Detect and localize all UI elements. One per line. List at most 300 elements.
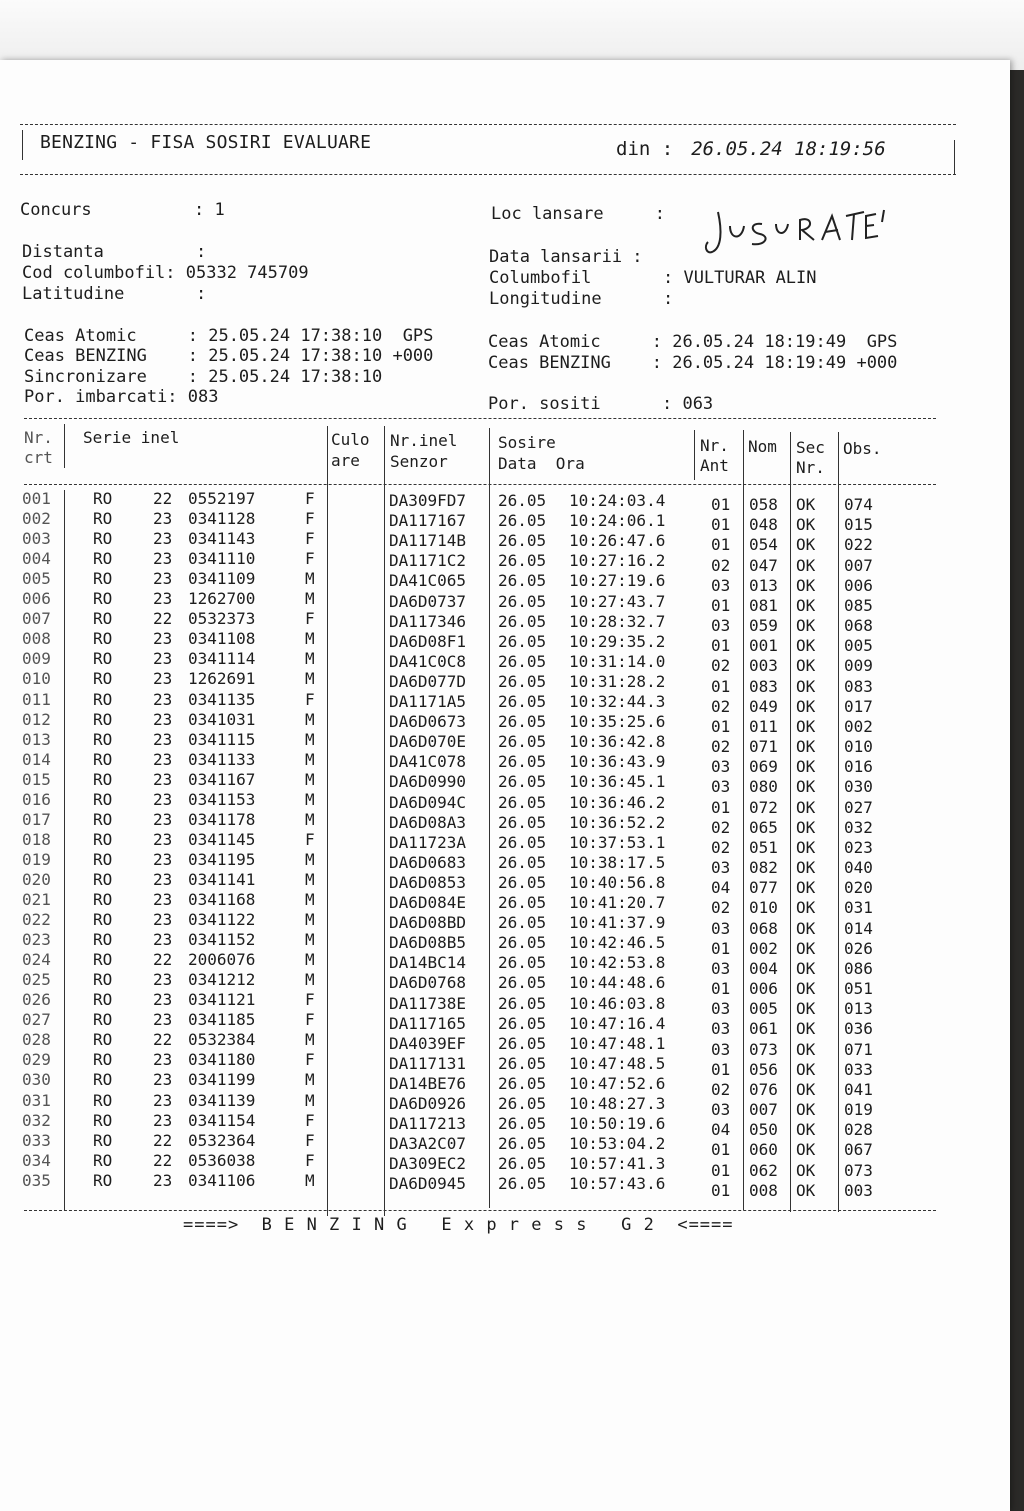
row-sex: M: [305, 809, 315, 829]
col-data-ora: Data Ora: [498, 454, 585, 473]
row-country: RO: [93, 890, 113, 909]
row-time: 10:47:48.5: [569, 1053, 666, 1073]
row-obs: 010: [844, 737, 873, 757]
row-ring: 0341154: [188, 1110, 256, 1130]
row-sensor: DA14BC14: [389, 953, 467, 973]
row-ant: 03: [711, 1019, 731, 1039]
row-nom: 059: [749, 616, 778, 636]
row-country: RO: [93, 549, 113, 569]
row-obs: 006: [844, 575, 873, 595]
table-row: [0, 509, 1000, 535]
table-row: [0, 789, 1000, 817]
row-year: 22: [153, 1150, 173, 1170]
row-nr: 022: [22, 910, 51, 930]
row-obs: 019: [844, 1100, 873, 1120]
row-nom: 061: [749, 1019, 778, 1039]
row-year: 23: [153, 549, 173, 569]
row-obs: 003: [844, 1180, 873, 1200]
table-row: [0, 829, 1000, 857]
row-ring: 0532364: [188, 1130, 256, 1150]
row-time: 10:53:04.2: [569, 1134, 666, 1154]
row-year: 23: [153, 990, 173, 1010]
row-sensor: DA117213: [389, 1114, 467, 1134]
row-sensor: DA6D08B5: [389, 933, 467, 953]
row-nr: 031: [22, 1090, 51, 1110]
row-obs: 017: [844, 696, 873, 716]
row-sensor: DA6D077D: [389, 671, 467, 691]
table-row: [0, 890, 1000, 918]
row-time: 10:28:32.7: [569, 611, 666, 631]
row-nom: 013: [749, 575, 778, 595]
row-year: 23: [153, 769, 173, 789]
row-year: 22: [153, 489, 173, 508]
row-nom: 054: [749, 535, 778, 555]
info-ceas-atomic-start: Ceas Atomic : 25.05.24 17:38:10 GPS: [24, 326, 434, 346]
row-sec: OK: [796, 817, 816, 837]
row-sensor: DA6D0945: [389, 1174, 467, 1194]
row-ant: 02: [711, 1079, 731, 1099]
row-sex: F: [305, 609, 315, 629]
row-country: RO: [93, 1130, 113, 1150]
row-time: 10:42:53.8: [569, 953, 666, 973]
row-time: 10:38:17.5: [569, 852, 666, 872]
row-ring: 0341106: [188, 1170, 256, 1190]
table-row: [0, 609, 1000, 636]
row-sex: M: [305, 1090, 315, 1110]
row-time: 10:36:43.9: [569, 752, 666, 772]
row-year: 23: [153, 869, 173, 889]
row-year: 23: [153, 809, 173, 829]
row-sec: OK: [796, 696, 816, 716]
row-date: 26.05: [498, 631, 547, 651]
header-right-border: [954, 140, 955, 174]
row-country: RO: [93, 689, 113, 709]
row-country: RO: [93, 849, 113, 869]
row-nr: 002: [22, 509, 51, 529]
row-sensor: DA6D084E: [389, 893, 467, 912]
row-year: 23: [153, 1110, 173, 1130]
table-row: [0, 589, 1000, 615]
row-ant: 03: [711, 958, 731, 978]
row-obs: 085: [844, 595, 873, 615]
col-nr-inel: Nr.inel: [390, 431, 458, 450]
row-sex: F: [305, 1050, 315, 1070]
row-country: RO: [93, 509, 113, 529]
row-year: 23: [153, 1010, 173, 1030]
row-sex: M: [305, 1170, 315, 1190]
row-ant: 01: [711, 1160, 731, 1180]
row-ant: 02: [711, 737, 731, 757]
row-sex: M: [305, 709, 315, 729]
row-time: 10:32:44.3: [569, 692, 666, 711]
row-sec: OK: [796, 777, 816, 797]
row-sex: M: [305, 869, 315, 889]
row-obs: 016: [844, 757, 873, 777]
row-ring: 0341167: [188, 769, 256, 789]
date-label: din :: [616, 138, 674, 160]
table-row: [0, 549, 1000, 575]
info-latitudine: Latitudine :: [22, 284, 207, 304]
row-date: 26.05: [498, 571, 547, 591]
row-year: 23: [153, 930, 173, 950]
row-date: 26.05: [498, 1073, 547, 1093]
row-ant: 03: [711, 999, 731, 1019]
row-sensor: DA11714B: [389, 531, 467, 551]
col-senzor: Senzor: [390, 452, 448, 471]
row-nr: 020: [22, 869, 51, 889]
row-time: 10:47:48.1: [569, 1033, 666, 1053]
row-date: 26.05: [498, 1013, 547, 1033]
row-sensor: DA6D08F1: [389, 631, 467, 651]
row-year: 23: [153, 849, 173, 869]
row-country: RO: [93, 829, 113, 849]
row-sec: OK: [796, 676, 816, 696]
row-year: 23: [153, 529, 173, 549]
row-time: 10:40:56.8: [569, 872, 666, 892]
row-sec: OK: [796, 1039, 816, 1059]
row-sensor: DA309FD7: [389, 491, 467, 510]
row-nr: 029: [22, 1050, 51, 1070]
row-date: 26.05: [498, 1094, 547, 1113]
info-por-imbarcati: Por. imbarcati: 083: [24, 387, 219, 407]
row-obs: 007: [844, 555, 873, 575]
table-row: [0, 569, 1000, 595]
row-time: 10:24:06.1: [569, 511, 666, 531]
row-ant: 04: [711, 1120, 731, 1140]
row-sensor: DA6D0768: [389, 973, 467, 993]
table-row: [0, 1030, 1000, 1059]
row-country: RO: [93, 649, 113, 669]
row-obs: 002: [844, 716, 873, 736]
row-sensor: DA41C065: [389, 571, 467, 591]
info-columbofil: Columbofil : VULTURAR ALIN: [489, 268, 817, 288]
row-nr: 016: [22, 789, 51, 809]
row-obs: 036: [844, 1019, 873, 1039]
row-ring: 0536038: [188, 1150, 256, 1170]
row-ring: 0341139: [188, 1090, 256, 1110]
row-sex: F: [305, 529, 315, 549]
row-obs: 015: [844, 515, 873, 535]
date-value: 26.05.24 18:19:56: [691, 138, 886, 160]
table-row: [0, 669, 1000, 696]
row-year: 22: [153, 609, 173, 629]
table-row: [0, 489, 1000, 514]
row-time: 10:35:25.6: [569, 712, 666, 732]
row-ring: 0341143: [188, 529, 256, 549]
row-ring: 0532384: [188, 1030, 256, 1050]
info-longitudine: Longitudine :: [489, 289, 674, 309]
row-sex: M: [305, 629, 315, 649]
row-nr: 010: [22, 669, 51, 689]
row-country: RO: [93, 569, 113, 589]
col-obs: Obs.: [843, 439, 882, 458]
row-ring: 0341195: [188, 849, 256, 869]
row-country: RO: [93, 709, 113, 729]
row-time: 10:26:47.6: [569, 531, 666, 551]
row-sec: OK: [796, 878, 816, 898]
row-nom: 051: [749, 837, 778, 857]
row-nom: 047: [749, 555, 778, 575]
row-sensor: DA6D0853: [389, 872, 467, 892]
col-divider-sosire: [694, 430, 695, 480]
col-nr: Nr.: [24, 428, 53, 447]
row-nom: 006: [749, 979, 778, 999]
info-loc-lansare: Loc lansare :: [491, 204, 665, 224]
row-sensor: DA117165: [389, 1013, 467, 1033]
row-ring: 0341135: [188, 689, 256, 709]
col-serie-inel: Serie inel: [83, 428, 180, 447]
row-date: 26.05: [498, 1053, 547, 1073]
row-nom: 058: [749, 495, 778, 514]
row-time: 10:50:19.6: [569, 1114, 666, 1134]
row-country: RO: [93, 950, 113, 970]
row-obs: 014: [844, 918, 873, 938]
row-obs: 031: [844, 898, 873, 918]
row-time: 10:37:53.1: [569, 832, 666, 852]
row-sensor: DA11723A: [389, 832, 467, 852]
row-country: RO: [93, 1150, 113, 1170]
row-time: 10:36:52.2: [569, 812, 666, 832]
row-obs: 026: [844, 938, 873, 958]
row-time: 10:44:48.6: [569, 973, 666, 993]
row-sensor: DA6D0673: [389, 712, 467, 732]
row-sec: OK: [796, 1120, 816, 1140]
row-nr: 028: [22, 1030, 51, 1050]
row-sec: OK: [796, 737, 816, 757]
row-ant: 03: [711, 918, 731, 938]
col-sec-nr: Nr.: [796, 458, 825, 477]
row-ring: 0341152: [188, 930, 256, 950]
row-date: 26.05: [498, 913, 547, 933]
row-year: 22: [153, 1130, 173, 1150]
row-time: 10:31:14.0: [569, 651, 666, 671]
table-row: [0, 629, 1000, 656]
table-row: [0, 930, 1000, 958]
row-obs: 073: [844, 1160, 873, 1180]
row-year: 23: [153, 569, 173, 589]
row-date: 26.05: [498, 611, 547, 631]
row-ant: 02: [711, 837, 731, 857]
row-ring: 0341109: [188, 569, 256, 589]
row-country: RO: [93, 1090, 113, 1110]
info-ceas-atomic-end: Ceas Atomic : 26.05.24 18:19:49 GPS: [488, 332, 898, 352]
table-row: [0, 990, 1000, 1019]
row-sec: OK: [796, 616, 816, 636]
row-ant: 01: [711, 636, 731, 656]
row-year: 23: [153, 669, 173, 689]
row-sec: OK: [796, 979, 816, 999]
row-obs: 005: [844, 636, 873, 656]
row-ant: 02: [711, 898, 731, 918]
row-nr: 035: [22, 1170, 51, 1190]
row-time: 10:29:35.2: [569, 631, 666, 651]
row-sex: F: [305, 549, 315, 569]
row-country: RO: [93, 1110, 113, 1130]
row-nom: 076: [749, 1079, 778, 1099]
row-ring: 0341128: [188, 509, 256, 529]
table-header-bottom-border: [24, 484, 936, 485]
col-nom: Nom: [748, 437, 777, 456]
row-time: 10:27:16.2: [569, 551, 666, 571]
row-sensor: DA6D0926: [389, 1094, 467, 1113]
row-obs: 030: [844, 777, 873, 797]
row-ant: 01: [711, 716, 731, 736]
row-time: 10:41:20.7: [569, 893, 666, 912]
row-sec: OK: [796, 656, 816, 676]
row-sec: OK: [796, 999, 816, 1019]
row-date: 26.05: [498, 993, 547, 1013]
row-ring: 0341199: [188, 1070, 256, 1090]
row-obs: 022: [844, 535, 873, 555]
row-sec: OK: [796, 757, 816, 777]
row-nom: 007: [749, 1100, 778, 1120]
row-sensor: DA11738E: [389, 993, 467, 1013]
row-time: 10:27:19.6: [569, 571, 666, 591]
row-obs: 009: [844, 656, 873, 676]
row-sex: M: [305, 930, 315, 950]
row-sex: M: [305, 890, 315, 909]
row-year: 23: [153, 789, 173, 809]
row-sex: M: [305, 849, 315, 869]
row-nom: 072: [749, 797, 778, 817]
row-nom: 083: [749, 676, 778, 696]
row-ring: 0341178: [188, 809, 256, 829]
row-year: 23: [153, 1090, 173, 1110]
row-ring: 0341121: [188, 990, 256, 1010]
info-ceas-benzing-end: Ceas BENZING : 26.05.24 18:19:49 +000: [488, 353, 898, 373]
row-ant: 04: [711, 878, 731, 898]
row-sensor: DA3A2C07: [389, 1134, 467, 1154]
row-nom: 069: [749, 757, 778, 777]
row-sex: M: [305, 589, 315, 609]
row-sex: F: [305, 990, 315, 1010]
row-country: RO: [93, 749, 113, 769]
row-country: RO: [93, 1050, 113, 1070]
row-sex: M: [305, 569, 315, 589]
row-sex: M: [305, 1070, 315, 1090]
row-sex: M: [305, 649, 315, 669]
row-obs: 074: [844, 495, 873, 514]
table-bottom-border: [24, 1210, 936, 1211]
row-ring: 0341168: [188, 890, 256, 909]
row-sec: OK: [796, 716, 816, 736]
row-obs: 071: [844, 1039, 873, 1059]
row-sensor: DA309EC2: [389, 1154, 467, 1174]
row-nom: 001: [749, 636, 778, 656]
row-ring: 0341153: [188, 789, 256, 809]
row-country: RO: [93, 769, 113, 789]
col-sec: Sec: [796, 438, 825, 457]
row-sex: F: [305, 509, 315, 529]
row-nr: 014: [22, 749, 51, 769]
table-row: [0, 869, 1000, 898]
row-ant: 01: [711, 938, 731, 958]
row-sensor: DA14BE76: [389, 1073, 467, 1093]
row-time: 10:36:42.8: [569, 732, 666, 752]
row-nom: 077: [749, 878, 778, 898]
row-sec: OK: [796, 495, 816, 514]
row-ant: 01: [711, 595, 731, 615]
row-obs: 013: [844, 999, 873, 1019]
row-year: 23: [153, 829, 173, 849]
row-sensor: DA117167: [389, 511, 467, 531]
row-date: 26.05: [498, 671, 547, 691]
row-ring: 0341110: [188, 549, 256, 569]
info-cod-columbofil: Cod columbofil: 05332 745709: [22, 263, 309, 283]
row-sex: F: [305, 1110, 315, 1130]
row-time: 10:47:52.6: [569, 1073, 666, 1093]
row-ring: 1262700: [188, 589, 256, 609]
row-year: 23: [153, 649, 173, 669]
row-country: RO: [93, 529, 113, 549]
row-date: 26.05: [498, 1134, 547, 1154]
row-nr: 001: [22, 489, 51, 508]
row-date: 26.05: [498, 893, 547, 912]
row-time: 10:48:27.3: [569, 1094, 666, 1113]
row-ring: 0341141: [188, 869, 256, 889]
row-sensor: DA1171C2: [389, 551, 467, 571]
row-ant: 03: [711, 1039, 731, 1059]
row-year: 23: [153, 509, 173, 529]
table-row: [0, 729, 1000, 757]
row-sex: F: [305, 489, 315, 508]
row-sex: M: [305, 950, 315, 970]
row-sex: M: [305, 789, 315, 809]
row-year: 23: [153, 629, 173, 649]
row-obs: 023: [844, 837, 873, 857]
row-ring: 0532373: [188, 609, 256, 629]
row-ant: 01: [711, 797, 731, 817]
info-ceas-benzing-start: Ceas BENZING : 25.05.24 17:38:10 +000: [24, 346, 434, 366]
row-sec: OK: [796, 1160, 816, 1180]
row-ring: 0341145: [188, 829, 256, 849]
row-nom: 004: [749, 958, 778, 978]
row-date: 26.05: [498, 692, 547, 711]
row-sec: OK: [796, 515, 816, 535]
row-date: 26.05: [498, 1174, 547, 1194]
row-obs: 027: [844, 797, 873, 817]
row-country: RO: [93, 1170, 113, 1190]
row-sec: OK: [796, 918, 816, 938]
table-row: [0, 1010, 1000, 1039]
row-nom: 049: [749, 696, 778, 716]
row-sensor: DA41C078: [389, 752, 467, 772]
row-sensor: DA4039EF: [389, 1033, 467, 1053]
col-crt: crt: [24, 448, 53, 467]
row-time: 10:36:46.2: [569, 792, 666, 812]
row-ant: 02: [711, 555, 731, 575]
row-date: 26.05: [498, 752, 547, 772]
row-ring: 0341114: [188, 649, 256, 669]
row-country: RO: [93, 789, 113, 809]
table-row: [0, 689, 1000, 716]
row-sensor: DA6D094C: [389, 792, 467, 812]
row-date: 26.05: [498, 792, 547, 812]
row-year: 23: [153, 970, 173, 990]
row-ring: 0341122: [188, 910, 256, 930]
table-top-border: [24, 418, 936, 419]
row-sensor: DA6D0990: [389, 772, 467, 792]
row-date: 26.05: [498, 1033, 547, 1053]
info-distanta: Distanta :: [22, 242, 207, 262]
row-sex: F: [305, 1130, 315, 1150]
row-year: 23: [153, 890, 173, 909]
row-obs: 032: [844, 817, 873, 837]
row-date: 26.05: [498, 551, 547, 571]
row-sec: OK: [796, 898, 816, 918]
row-sensor: DA117346: [389, 611, 467, 631]
row-sec: OK: [796, 1180, 816, 1200]
